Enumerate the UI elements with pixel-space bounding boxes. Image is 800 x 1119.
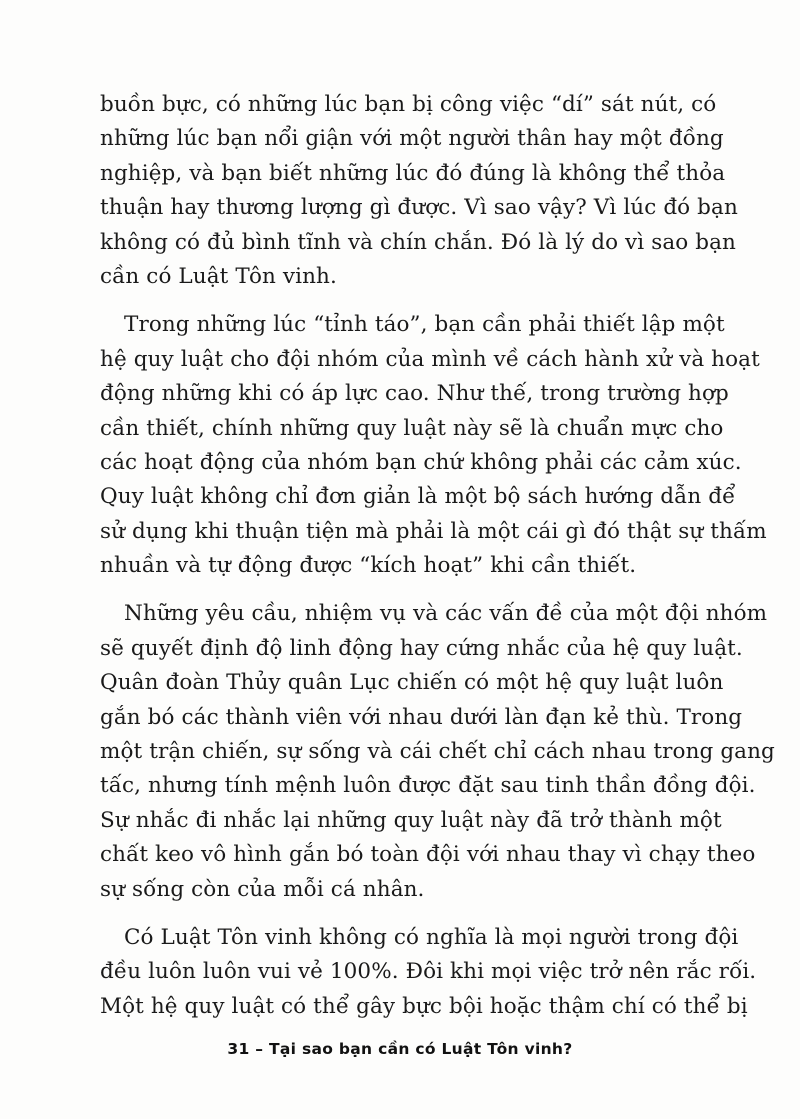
paragraph-3 <box>100 597 775 907</box>
text-line: Quân đoàn Thủy quân Lục chiến có một hệ quy luật luôn <box>100 670 724 696</box>
text-line: gắn bó các thành viên với nhau dưới làn đạn kẻ thù. Trong <box>100 704 743 730</box>
text-line: tấc, nhưng tính mệnh luôn được đặt sau tinh thần đồng đội. <box>100 773 756 799</box>
text-line: Quy luật không chỉ đơn giản là một bộ sách hướng dẫn để <box>100 484 736 510</box>
text-line: Một hệ quy luật có thể gây bực bội hoặc thậm chí có thể bị <box>100 993 748 1019</box>
text-line: nhuần và tự động được “kích hoạt” khi cần thiết. <box>100 553 637 579</box>
text-line: cần thiết, chính những quy luật này sẽ là chuẩn mực cho <box>100 415 724 441</box>
text-line: một trận chiến, sự sống và cái chết chỉ cách nhau trong gang <box>100 739 775 765</box>
text-line: các hoạt động của nhóm bạn chứ không phải các cảm xúc. <box>100 449 742 475</box>
paragraph-1 <box>100 88 738 294</box>
text-line: nghiệp, và bạn biết những lúc đó đúng là không thể thỏa <box>100 160 726 186</box>
paragraph-2 <box>100 308 767 583</box>
text-line: sẽ quyết định độ linh động hay cứng nhắc của hệ quy luật. <box>100 635 743 661</box>
text-line: chất keo vô hình gắn bó toàn đội với nhau thay vì chạy theo <box>100 842 756 868</box>
text-line: Sự nhắc đi nhắc lại những quy luật này đã trở thành một <box>100 807 722 833</box>
text-line: không có đủ bình tĩnh và chín chắn. Đó là lý do vì sao bạn <box>100 229 736 255</box>
text-line: đều luôn luôn vui vẻ 100%. Đôi khi mọi việc trở nên rắc rối. <box>100 959 757 985</box>
page-footer: 31 – Tại sao bạn cần có Luật Tôn vinh? <box>227 1040 573 1058</box>
text-line: những lúc bạn nổi giận với một người thân hay một đồng <box>100 126 724 152</box>
paragraph-4 <box>100 921 757 1024</box>
text-line: thuận hay thương lượng gì được. Vì sao vậy? Vì lúc đó bạn <box>100 195 738 221</box>
text-line: sự sống còn của mỗi cá nhân. <box>100 876 425 902</box>
text-line: sử dụng khi thuận tiện mà phải là một cái gì đó thật sự thấm <box>100 518 767 544</box>
text-line: Những yêu cầu, nhiệm vụ và các vấn đề của một đội nhóm <box>124 601 768 627</box>
page-body-text <box>100 88 775 1038</box>
text-line: động những khi có áp lực cao. Như thế, trong trường hợp <box>100 381 729 407</box>
text-line: Trong những lúc “tỉnh táo”, bạn cần phải thiết lập một <box>124 312 725 338</box>
text-line: buồn bực, có những lúc bạn bị công việc “dí” sát nút, có <box>100 92 717 117</box>
text-line: cần có Luật Tôn vinh. <box>100 263 337 289</box>
text-line: Có Luật Tôn vinh không có nghĩa là mọi người trong đội <box>124 924 739 950</box>
text-line: hệ quy luật cho đội nhóm của mình về cách hành xử và hoạt <box>100 346 760 372</box>
